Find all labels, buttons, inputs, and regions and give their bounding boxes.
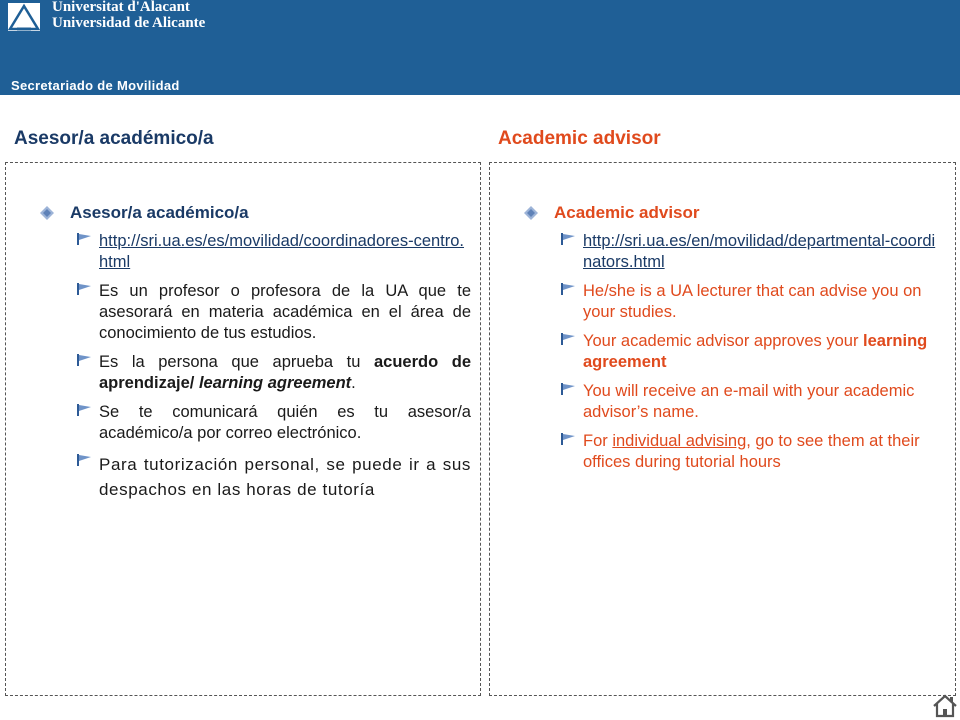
english-item-description: He/she is a UA lecturer that can advise you on your studies. [583, 282, 922, 321]
spanish-item-email: Se te comunicará quién es tu asesor/a académico/a por correo electrónico. [99, 403, 471, 442]
english-item-email: You will receive an e-mail with your academic advisor’s name. [583, 382, 915, 421]
list-item [583, 331, 944, 373]
list-item [99, 231, 471, 273]
university-name-spanish: Universidad de Alicante [52, 15, 206, 31]
diamond-bullet-icon [40, 206, 54, 220]
flag-bullet-icon [561, 433, 575, 445]
english-coordinators-link[interactable]: http://sri.ua.es/en/movilidad/departmental-coordinators.html [583, 232, 936, 271]
english-item-offices: , go to see them at their offices during tutorial hours [583, 432, 920, 471]
english-item-approves: Your academic advisor approves your [583, 332, 864, 350]
spanish-item-description: Es un profesor o profesora de la UA que te asesorará en materia académica en el área de conocimiento de tus estudios. [99, 282, 471, 342]
english-agreement-bold: learning agreement [583, 332, 928, 371]
university-name-valencian: Universitat d'Alacant [52, 0, 190, 15]
flag-bullet-icon [77, 454, 91, 466]
flag-bullet-icon [77, 233, 91, 245]
list-item [99, 402, 471, 444]
list-item [99, 352, 471, 394]
spanish-item-approves: Es la persona que aprueba tu [99, 353, 374, 371]
spanish-panel [5, 162, 481, 696]
flag-bullet-icon [561, 283, 575, 295]
list-item [583, 431, 944, 473]
header-banner [0, 0, 960, 95]
flag-bullet-icon [561, 233, 575, 245]
unit-name: Secretariado de Movilidad [11, 78, 180, 93]
spanish-item-tutoring: Para tutorización personal, se puede ir a sus despachos en las horas de tutoría [99, 455, 471, 499]
spanish-item-period: . [351, 374, 356, 392]
spanish-coordinators-link[interactable]: http://sri.ua.es/es/movilidad/coordinadores-centro.html [99, 232, 465, 271]
flag-bullet-icon [77, 354, 91, 366]
university-logo[interactable] [8, 3, 40, 31]
spanish-agreement-italic: learning agreement [198, 374, 352, 392]
english-panel [489, 162, 956, 696]
list-item [583, 231, 944, 273]
list-item [99, 452, 471, 502]
list-item [99, 281, 471, 344]
english-list [583, 231, 944, 481]
spanish-agreement-bold: acuerdo de aprendizaje/ [99, 353, 471, 392]
spanish-list [99, 231, 471, 510]
home-icon[interactable] [932, 694, 958, 718]
english-item-for: For [583, 432, 613, 450]
flag-bullet-icon [77, 283, 91, 295]
list-item [583, 281, 944, 323]
flag-bullet-icon [561, 383, 575, 395]
english-individual-advising: individual advising [612, 432, 747, 450]
flag-bullet-icon [77, 404, 91, 416]
flag-bullet-icon [561, 333, 575, 345]
spanish-heading: Asesor/a académico/a [70, 203, 249, 222]
diamond-bullet-icon [524, 206, 538, 220]
list-item [583, 381, 944, 423]
english-heading: Academic advisor [554, 203, 700, 222]
spanish-column-title: Asesor/a académico/a [14, 128, 214, 149]
english-column-title: Academic advisor [498, 128, 661, 149]
